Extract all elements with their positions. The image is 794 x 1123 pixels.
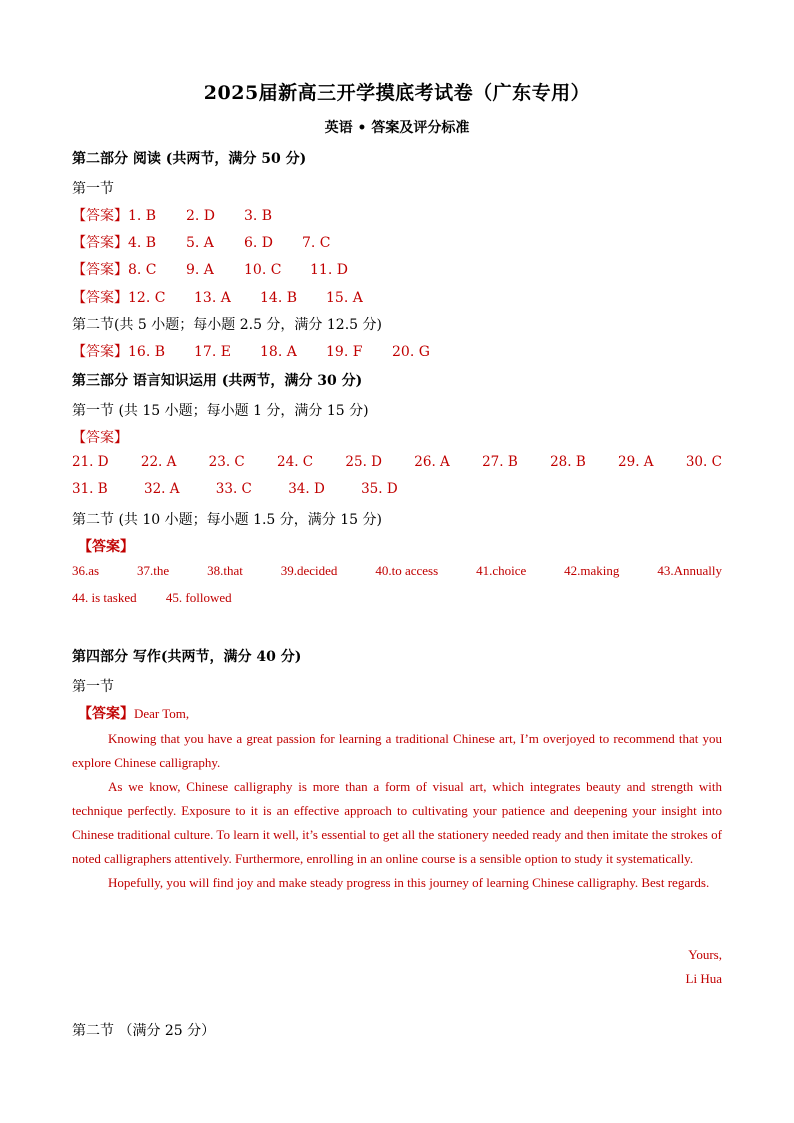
answer-item: 6. D	[244, 235, 274, 251]
answer-item: 31. B	[72, 481, 108, 497]
essay-signature: Li Hua	[685, 971, 722, 986]
answer-item: 9. A	[186, 262, 214, 278]
answer-item: 44. is tasked	[72, 590, 137, 605]
part3-heading: 第三部分 语言知识运用 (共两节，满分 30 分)	[72, 373, 363, 389]
answer-item: 16. B	[128, 344, 166, 360]
answer-item: 11. D	[310, 262, 348, 278]
answer-item: 21. D	[72, 454, 109, 470]
answer-item: 41.choice	[476, 563, 527, 578]
answer-tag: 【答案】	[72, 208, 128, 224]
answer-item: 8. C	[128, 262, 157, 278]
answer-item: 4. B	[128, 235, 157, 251]
answer-item: 32. A	[143, 481, 180, 497]
answer-item: 30. C	[685, 454, 722, 470]
essay-paragraph: As we know, Chinese calligraphy is more than a form of visual art, which integrates beauty and strength with technique perfectly. Exposure to it is an effective approach to cultivating your patience and deepening your insight into Chinese traditional culture. To learn it well, it’s essential to get all the stationery needed ready and then imitate the strokes of noted calligraphers attentively. Furthermore, enrolling in an online course is a sensible option to study it systematically.	[72, 779, 722, 866]
answer-tag: 【答案】	[72, 262, 128, 278]
answer-item: 25. D	[345, 454, 383, 470]
part4-section2: 第二节 （满分 25 分）	[72, 1023, 216, 1039]
essay-body	[72, 727, 722, 895]
essay-greeting: Dear Tom,	[134, 706, 190, 721]
answer-item: 29. A	[618, 454, 654, 470]
answer-row	[72, 590, 262, 606]
answer-item: 39.decided	[280, 563, 338, 578]
answer-item: 28. B	[550, 454, 586, 470]
answer-item: 24. C	[277, 454, 314, 470]
answer-tag: 【答案】	[78, 539, 134, 555]
essay-closing: Yours,	[688, 947, 722, 962]
essay-paragraph: Hopefully, you will find joy and make steady progress in this journey of learning Chinese calligraphy. Best regards.	[108, 875, 710, 890]
page-title: 2025届新高三开学摸底考试卷（广东专用）	[203, 82, 591, 104]
answer-tag: 【答案】	[72, 235, 128, 251]
answer-row	[72, 232, 331, 252]
answer-item: 27. B	[482, 454, 518, 470]
answer-item: 19. F	[326, 344, 363, 360]
part3-section2: 第二节 (共 10 小题；每小题 1.5 分，满分 15 分)	[72, 512, 382, 528]
answer-item: 10. C	[244, 262, 282, 278]
answer-row	[72, 341, 430, 361]
answer-tag: 【答案】	[72, 290, 128, 306]
answer-item: 40.to access	[375, 563, 439, 578]
answer-row	[72, 205, 272, 225]
part3-section1: 第一节 (共 15 小题；每小题 1 分，满分 15 分)	[72, 403, 369, 419]
answer-item: 15. A	[326, 290, 363, 306]
answer-item: 37.the	[137, 563, 170, 578]
answer-item: 45. followed	[165, 590, 232, 605]
answer-item: 36.as	[72, 563, 100, 578]
answer-tag: 【答案】	[72, 344, 128, 360]
answer-row	[72, 481, 428, 497]
answer-item: 5. A	[186, 235, 214, 251]
answer-item: 34. D	[288, 481, 325, 497]
answer-item: 42.making	[564, 563, 620, 578]
answer-item: 23. C	[208, 454, 245, 470]
answer-item: 1. B	[128, 208, 157, 224]
answer-item: 13. A	[194, 290, 231, 306]
answer-row	[72, 287, 363, 307]
answer-row	[72, 563, 722, 579]
answer-item: 2. D	[186, 208, 216, 224]
part2-section1: 第一节	[72, 181, 114, 197]
answer-item: 18. A	[260, 344, 297, 360]
answer-item: 17. E	[194, 344, 231, 360]
part2-section2: 第二节(共 5 小题；每小题 2.5 分，满分 12.5 分)	[72, 317, 382, 333]
part2-heading: 第二部分 阅读 (共两节，满分 50 分)	[72, 151, 307, 167]
answer-item: 3. B	[244, 208, 273, 224]
answer-item: 14. B	[260, 290, 298, 306]
part4-section1: 第一节	[72, 679, 114, 695]
answer-item: 22. A	[140, 454, 177, 470]
answer-tag: 【答案】	[72, 430, 128, 446]
answer-item: 38.that	[207, 563, 243, 578]
answer-item: 33. C	[215, 481, 252, 497]
answer-item: 20. G	[392, 344, 430, 360]
essay-greeting-line	[78, 703, 189, 723]
answer-tag: 【答案】	[78, 706, 134, 722]
answer-item: 43.Annually	[657, 563, 722, 578]
essay-paragraph: Knowing that you have a great passion for learning a traditional Chinese art, I’m overjoyed to recommend that you explore Chinese calligraphy.	[72, 731, 722, 770]
page-subtitle: 英语 • 答案及评分标准	[324, 120, 470, 136]
answer-item: 26. A	[414, 454, 450, 470]
answer-row	[72, 259, 348, 279]
answer-row	[72, 454, 722, 470]
answer-item: 7. C	[302, 235, 331, 251]
answer-item: 35. D	[361, 481, 398, 497]
part4-heading: 第四部分 写作(共两节，满分 40 分)	[72, 649, 302, 665]
answer-item: 12. C	[128, 290, 166, 306]
